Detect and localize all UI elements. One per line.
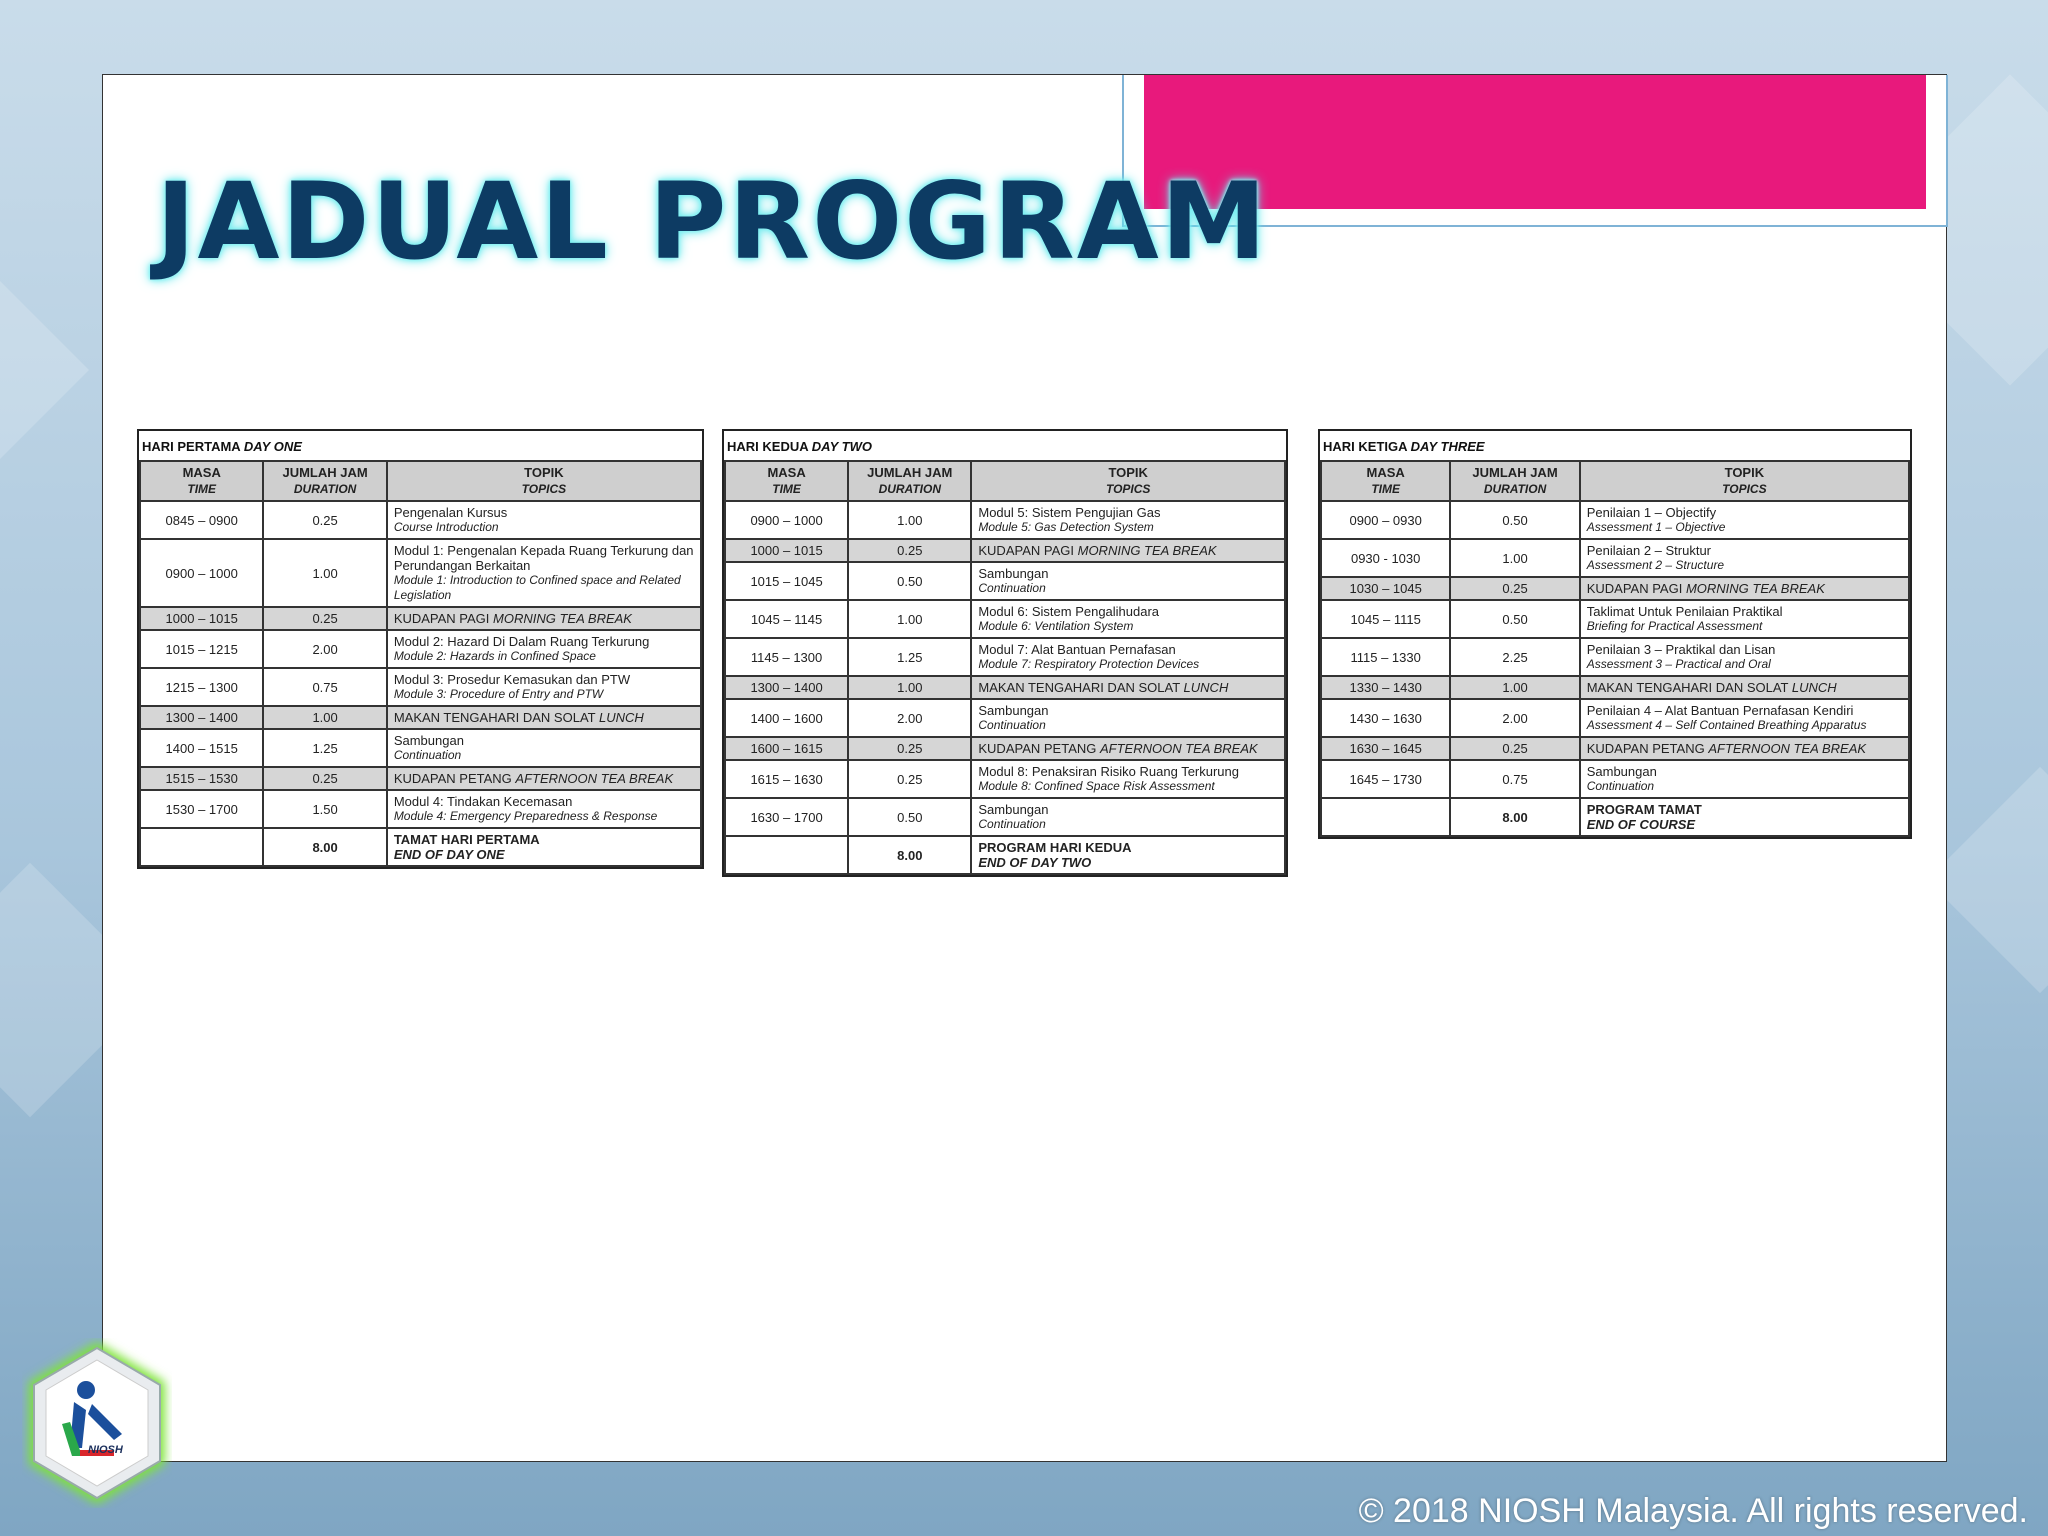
header-time-english: TIME [187,482,217,496]
topic-cell [387,767,701,790]
header-duration [263,461,386,501]
time-cell: 1215 – 1300 [140,668,263,706]
topic-malay: Modul 1: Pengenalan Kepada Ruang Terkurung dan Perundangan Berkaitan [393,543,694,573]
topic-english: LUNCH [1791,680,1837,695]
day-three-table [1318,429,1912,839]
day-label-english: DAY ONE [243,439,302,454]
topic-cell [971,562,1285,600]
duration-cell: 1.00 [848,676,971,699]
time-cell: 1015 – 1045 [725,562,848,600]
topic-malay: KUDAPAN PAGI [393,611,490,626]
day-label-malay: HARI KEDUA [727,439,809,454]
header-time-english: TIME [1371,482,1401,496]
topic-malay: Taklimat Untuk Penilaian Praktikal [1586,604,1783,619]
topic-english: Assessment 1 – Objective [1586,520,1726,534]
day-label-english: DAY TWO [811,439,872,454]
topic-english: Module 3: Procedure of Entry and PTW [393,687,604,701]
topic-malay: Penilaian 2 – Struktur [1586,543,1712,558]
topic-cell [971,638,1285,676]
topic-malay: MAKAN TENGAHARI DAN SOLAT [978,680,1180,695]
topic-english: Module 7: Respiratory Protection Devices [978,657,1200,671]
topic-malay: KUDAPAN PETANG [393,771,512,786]
day-heading [139,431,702,460]
topic-malay: KUDAPAN PETANG [978,741,1097,756]
topic-malay: Sambungan [393,733,464,748]
logo-text: NIOSH [88,1444,123,1456]
time-cell: 1515 – 1530 [140,767,263,790]
topic-malay: Sambungan [978,802,1049,817]
day-heading [724,431,1286,460]
topic-cell [387,828,701,866]
header-time [140,461,263,501]
duration-cell: 0.50 [848,562,971,600]
day-label-malay: HARI PERTAMA [142,439,241,454]
day-heading [1320,431,1910,460]
time-cell: 1145 – 1300 [725,638,848,676]
duration-cell: 1.00 [263,706,386,729]
duration-cell: 8.00 [1450,798,1579,836]
topic-malay: Sambungan [978,566,1049,581]
session-row [725,798,1285,836]
duration-cell: 0.25 [263,767,386,790]
topic-malay: MAKAN TENGAHARI DAN SOLAT [1586,680,1789,695]
topic-english: Continuation [393,748,462,762]
topic-cell [387,790,701,828]
session-row [1321,760,1909,798]
topic-cell [387,668,701,706]
time-cell: 1030 – 1045 [1321,577,1450,600]
topic-cell [387,501,701,539]
copyright-notice: © 2018 NIOSH Malaysia. All rights reserved. [1358,1492,2028,1530]
topic-malay: Modul 4: Tindakan Kecemasan [393,794,573,809]
topic-malay: TAMAT HARI PERTAMA [393,832,540,847]
topic-english: MORNING TEA BREAK [1077,543,1217,558]
header-duration-english: DURATION [293,482,357,496]
header-time [1321,461,1450,501]
header-topics [971,461,1285,501]
topic-cell [387,729,701,767]
topic-english: MORNING TEA BREAK [1685,581,1825,596]
duration-cell: 2.00 [848,699,971,737]
duration-cell: 1.50 [263,790,386,828]
header-topics-malay: TOPIK [524,465,564,480]
duration-cell: 2.00 [263,630,386,668]
topic-cell [1580,737,1909,760]
session-row [1321,699,1909,737]
duration-cell: 1.25 [848,638,971,676]
topic-english: Continuation [978,718,1046,732]
session-row [1321,638,1909,676]
time-cell [725,836,848,874]
topic-english: AFTERNOON TEA BREAK [515,771,674,786]
time-cell: 1330 – 1430 [1321,676,1450,699]
duration-cell: 1.00 [263,539,386,607]
header-duration [848,461,971,501]
duration-cell: 0.50 [848,798,971,836]
topic-cell [971,760,1285,798]
slide-title: JADUAL PROGRAM [156,160,1269,283]
duration-cell: 1.25 [263,729,386,767]
duration-cell: 0.50 [1450,600,1579,638]
header-duration-english: DURATION [878,482,941,496]
duration-cell: 0.25 [1450,737,1579,760]
session-row [725,562,1285,600]
topic-cell [1580,539,1909,577]
day-label-english: DAY THREE [1410,439,1485,454]
session-row [140,729,701,767]
session-row [725,638,1285,676]
time-cell: 1600 – 1615 [725,737,848,760]
time-cell: 1430 – 1630 [1321,699,1450,737]
header-topics-english: TOPICS [521,482,567,496]
header-time-malay: MASA [767,465,806,480]
topic-malay: PROGRAM TAMAT [1586,802,1702,817]
time-cell: 1015 – 1215 [140,630,263,668]
session-row [140,790,701,828]
topic-malay: Pengenalan Kursus [393,505,508,520]
topic-english: END OF DAY TWO [978,855,1092,870]
duration-cell: 0.25 [1450,577,1579,600]
time-cell: 1615 – 1630 [725,760,848,798]
header-time [725,461,848,501]
session-row [725,501,1285,539]
topic-english: AFTERNOON TEA BREAK [1708,741,1867,756]
duration-cell: 1.00 [848,501,971,539]
topic-english: Module 2: Hazards in Confined Space [393,649,596,663]
time-cell: 1530 – 1700 [140,790,263,828]
time-cell: 0845 – 0900 [140,501,263,539]
topic-english: Continuation [978,581,1046,595]
duration-cell: 1.00 [848,600,971,638]
topic-cell [971,600,1285,638]
time-cell: 1300 – 1400 [725,676,848,699]
duration-cell: 2.25 [1450,638,1579,676]
session-row [140,668,701,706]
break-row [140,607,701,630]
topic-cell [1580,798,1909,836]
duration-cell: 0.75 [1450,760,1579,798]
topic-english: MORNING TEA BREAK [493,611,632,626]
topic-english: Continuation [978,817,1046,831]
break-row [725,539,1285,562]
topic-cell [1580,600,1909,638]
topic-malay: Sambungan [1586,764,1657,779]
header-time-malay: MASA [1366,465,1405,480]
topic-malay: Modul 3: Prosedur Kemasukan dan PTW [393,672,631,687]
time-cell: 1400 – 1600 [725,699,848,737]
topic-malay: Penilaian 3 – Praktikal dan Lisan [1586,642,1776,657]
topic-cell [971,676,1285,699]
total-row [725,836,1285,874]
duration-cell: 0.25 [848,539,971,562]
topic-malay: PROGRAM HARI KEDUA [978,840,1132,855]
session-row [1321,501,1909,539]
header-duration-english: DURATION [1483,482,1547,496]
break-row [725,676,1285,699]
topic-malay: KUDAPAN PETANG [1586,741,1705,756]
topic-malay: Modul 8: Penaksiran Risiko Ruang Terkurung [978,764,1239,779]
topic-malay: KUDAPAN PAGI [1586,581,1683,596]
topic-malay: Modul 6: Sistem Pengalihudara [978,604,1160,619]
time-cell: 1000 – 1015 [140,607,263,630]
header-topics [1580,461,1909,501]
topic-cell [971,501,1285,539]
day-one-table [137,429,704,869]
session-row [1321,600,1909,638]
topic-cell [971,539,1285,562]
topic-cell [1580,676,1909,699]
time-cell: 1045 – 1115 [1321,600,1450,638]
day-label-malay: HARI KETIGA [1323,439,1408,454]
topic-malay: Modul 7: Alat Bantuan Pernafasan [978,642,1176,657]
topic-english: Module 8: Confined Space Risk Assessment [978,779,1215,793]
topic-cell [387,607,701,630]
topic-malay: Penilaian 1 – Objectify [1586,505,1717,520]
schedule-table [139,460,702,867]
session-row [725,600,1285,638]
session-row [1321,539,1909,577]
duration-cell: 1.00 [1450,539,1579,577]
duration-cell: 0.25 [263,501,386,539]
topic-cell [1580,760,1909,798]
header-duration-malay: JUMLAH JAM [282,465,368,480]
topic-english: Assessment 3 – Practical and Oral [1586,657,1771,671]
topic-english: Course Introduction [393,520,499,534]
topic-cell [1580,699,1909,737]
time-cell: 1000 – 1015 [725,539,848,562]
header-topics [387,461,701,501]
header-time-malay: MASA [182,465,221,480]
session-row [140,539,701,607]
session-row [725,699,1285,737]
duration-cell: 2.00 [1450,699,1579,737]
topic-malay: KUDAPAN PAGI [978,543,1074,558]
time-cell: 1045 – 1145 [725,600,848,638]
duration-cell: 1.00 [1450,676,1579,699]
duration-cell: 0.75 [263,668,386,706]
schedule-table [724,460,1286,875]
topic-english: Module 4: Emergency Preparedness & Response [393,809,658,823]
topic-english: LUNCH [1183,680,1229,695]
topic-english: Module 1: Introduction to Confined space and Related Legislation [393,573,681,602]
break-row [140,767,701,790]
break-row [1321,577,1909,600]
schedule-table [1320,460,1910,837]
topic-english: Module 5: Gas Detection System [978,520,1154,534]
topic-english: Continuation [1586,779,1655,793]
duration-cell: 0.25 [848,760,971,798]
topic-english: Assessment 2 – Structure [1586,558,1725,572]
total-row [140,828,701,866]
header-topics-english: TOPICS [1105,482,1151,496]
time-cell [140,828,263,866]
duration-cell: 0.25 [263,607,386,630]
topic-cell [387,630,701,668]
topic-english: LUNCH [598,710,644,725]
duration-cell: 0.50 [1450,501,1579,539]
topic-malay: MAKAN TENGAHARI DAN SOLAT [393,710,596,725]
time-cell: 0900 – 1000 [725,501,848,539]
topic-english: END OF DAY ONE [393,847,505,862]
topic-cell [971,836,1285,874]
break-row [1321,676,1909,699]
header-topics-malay: TOPIK [1724,465,1765,480]
topic-english: Module 6: Ventilation System [978,619,1134,633]
topic-english: END OF COURSE [1586,817,1696,832]
topic-malay: Penilaian 4 – Alat Bantuan Pernafasan Kendiri [1586,703,1854,718]
time-cell: 1630 – 1700 [725,798,848,836]
header-duration-malay: JUMLAH JAM [1472,465,1558,480]
topic-cell [1580,638,1909,676]
time-cell: 1300 – 1400 [140,706,263,729]
topic-cell [971,699,1285,737]
topic-cell [387,539,701,607]
break-row [1321,737,1909,760]
header-duration-malay: JUMLAH JAM [867,465,953,480]
header-topics-english: TOPICS [1722,482,1767,496]
time-cell: 1645 – 1730 [1321,760,1450,798]
header-topics-malay: TOPIK [1108,465,1148,480]
topic-cell [387,706,701,729]
time-cell [1321,798,1450,836]
time-cell: 1400 – 1515 [140,729,263,767]
header-time-english: TIME [772,482,801,496]
time-cell: 0900 – 1000 [140,539,263,607]
topic-cell [1580,501,1909,539]
topic-malay: Sambungan [978,703,1049,718]
session-row [725,760,1285,798]
time-cell: 0930 - 1030 [1321,539,1450,577]
header-duration [1450,461,1579,501]
duration-cell: 8.00 [263,828,386,866]
time-cell: 1630 – 1645 [1321,737,1450,760]
time-cell: 1115 – 1330 [1321,638,1450,676]
time-cell: 0900 – 0930 [1321,501,1450,539]
break-row [140,706,701,729]
day-two-table [722,429,1288,877]
session-row [140,630,701,668]
topic-malay: Modul 5: Sistem Pengujian Gas [978,505,1161,520]
duration-cell: 8.00 [848,836,971,874]
topic-cell [1580,577,1909,600]
session-row [140,501,701,539]
niosh-logo [22,1338,172,1508]
topic-english: AFTERNOON TEA BREAK [1099,741,1258,756]
topic-cell [971,798,1285,836]
topic-malay: Modul 2: Hazard Di Dalam Ruang Terkurung [393,634,650,649]
total-row [1321,798,1909,836]
topic-english: Assessment 4 – Self Contained Breathing Apparatus [1586,718,1867,732]
topic-cell [971,737,1285,760]
duration-cell: 0.25 [848,737,971,760]
break-row [725,737,1285,760]
topic-english: Briefing for Practical Assessment [1586,619,1763,633]
